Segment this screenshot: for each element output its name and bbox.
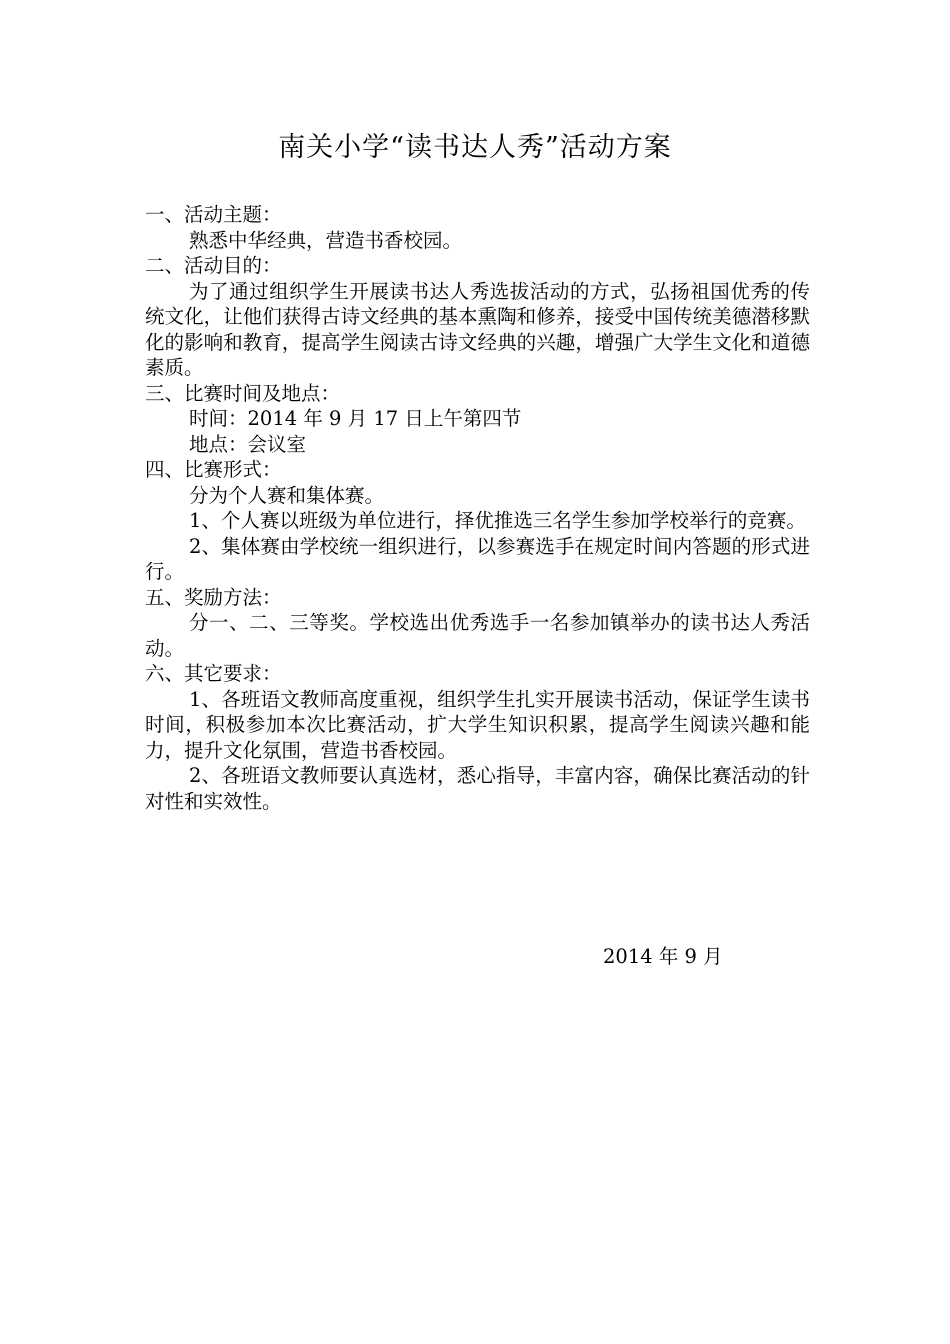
document-title: 南关小学“读书达人秀”活动方案 — [278, 132, 672, 163]
document-date: 2014 年 9 月 — [603, 945, 723, 968]
document-body — [145, 202, 810, 814]
section-paragraph: 分为个人赛和集体赛。 — [189, 483, 385, 507]
section-heading: 一、活动主题： — [145, 203, 282, 226]
section-heading: 二、活动目的： — [145, 254, 282, 277]
section-paragraph: 1、个人赛以班级为单位进行，择优推选三名学生参加学校举行的竞赛。 — [189, 509, 806, 532]
section-paragraph: 时间：2014 年 9 月 17 日上午第四节 — [189, 407, 522, 430]
section-theme — [145, 202, 810, 253]
section-heading: 三、比赛时间及地点： — [145, 381, 341, 405]
section-paragraph: 2、各班语文教师要认真选材，悉心指导，丰富内容，确保比赛活动的针对性和实效性。 — [145, 764, 810, 813]
section-heading: 五、奖励方法： — [145, 585, 282, 609]
section-heading: 四、比赛形式： — [145, 458, 282, 481]
section-time-place — [145, 381, 810, 458]
section-heading: 六、其它要求： — [145, 662, 282, 685]
section-awards — [145, 585, 810, 662]
section-purpose — [145, 253, 810, 381]
section-format — [145, 457, 810, 585]
section-paragraph: 2、集体赛由学校统一组织进行，以参赛选手在规定时间内答题的形式进行。 — [145, 534, 810, 583]
section-paragraph: 为了通过组织学生开展读书达人秀选拔活动的方式，弘扬祖国优秀的传统文化，让他们获得古诗文经典的基本熏陶和修养，接受中国传统美德潜移默化的影响和教育，提高学生阅读古诗文经典的兴趣，增强广大学生文化和道德素质。 — [145, 279, 810, 379]
section-paragraph: 分一、二、三等奖。学校选出优秀选手一名参加镇举办的读书达人秀活动。 — [145, 611, 810, 660]
section-paragraph: 1、各班语文教师高度重视，组织学生扎实开展读书活动，保证学生读书时间，积极参加本次比赛活动，扩大学生知识积累，提高学生阅读兴趣和能力，提升文化氛围，营造书香校园。 — [145, 687, 810, 762]
section-requirements — [145, 661, 810, 814]
section-paragraph: 熟悉中华经典，营造书香校园。 — [189, 228, 463, 252]
section-paragraph: 地点：会议室 — [189, 432, 307, 456]
